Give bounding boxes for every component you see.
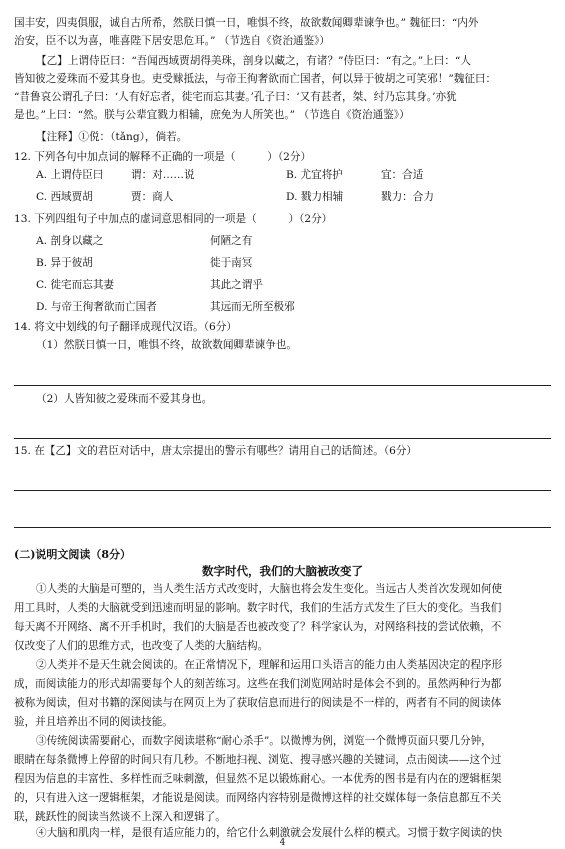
q12-option-c-gloss: 贾：商人 xyxy=(131,191,174,203)
q13-option-b: B. 异于彼胡 xyxy=(36,257,93,269)
q13-stem: 13. 下列四组句子中加点的虚词意思相同的一项是（ ）（2分） xyxy=(14,213,333,225)
q13-row-a xyxy=(36,234,253,248)
para1-line2: 用工具时，人类的大脑就受到迅速而明显的影响。数字时代，我们的生活方式发生了巨大的变化。当我们 xyxy=(14,602,502,614)
q13-row-b xyxy=(36,256,253,270)
article-title: 数字时代，我们的大脑被改变了 xyxy=(202,564,363,578)
para3-line1: ③传统阅读需要耐心，而数字阅读堪称“耐心杀手”。以微博为例，浏览一个微博页面只要几分钟， xyxy=(36,735,492,747)
q13-row-c xyxy=(36,278,263,292)
q12-stem: 12. 下列各句中加点词的解释不正确的一项是（ ）（2分） xyxy=(14,151,312,163)
q12-option-c: C. 西域贾胡 xyxy=(36,191,93,203)
q14-sentence-1: （1）然朕日慎一日，唯惧不终，故欲数闻卿辈谏争也。 xyxy=(36,339,297,351)
q12-option-a: A. 上谓侍臣曰 xyxy=(36,169,104,181)
answer-line-q15-2[interactable] xyxy=(14,527,551,528)
q13-option-c-pair: 其此之谓乎 xyxy=(210,279,263,291)
q12-option-b-gloss: 宜：合适 xyxy=(381,169,424,181)
q15-stem: 15. 在【乙】文的君臣对话中，唐太宗提出的警示有哪些？请用自己的话简述。（6分） xyxy=(14,445,418,457)
q12-option-a-gloss: 谓：对……说 xyxy=(131,169,195,181)
q13-option-d-pair: 其远而无所至极邪 xyxy=(210,301,295,313)
para3-line4: 的，只有进入这一逻辑框架，才能说是阅读。而网络内容特别是微博这样的社交媒体每一条信息都互不关 xyxy=(14,792,502,804)
q12-option-d: D. 戮力相辅 xyxy=(286,191,344,203)
answer-line-q14-2[interactable] xyxy=(14,438,551,439)
para4-line1: ④大脑和肌肉一样，是很有适应能力的，给它什么刺激就会发展什么样的模式。习惯于数字阅读的快 xyxy=(36,827,503,839)
para1-line3: 每天离不开网络、离不开手机时，我们的大脑是否也被改变了？科学家认为，对网络科技的尝试依赖，不 xyxy=(14,621,502,633)
q13-option-d: D. 与帝王徇奢欲而亡国者 xyxy=(36,301,157,313)
q13-option-c: C. 徙宅而忘其妻 xyxy=(36,279,115,291)
section-heading: (二)说明文阅读（8分） xyxy=(14,548,132,561)
q13-row-d xyxy=(36,300,295,314)
para2-line2: 成，而阅读能力的形式却需要每个人的刻苦练习。这些在我们浏览网站时是体会不到的。虽然两种行为都 xyxy=(14,678,502,690)
para2-line4: 验，并且培养出不同的阅读技能。 xyxy=(14,716,173,728)
passage-line-3: 【乙】上谓侍臣曰：“吾闻西域贾胡得美珠，剖身以藏之，有诸？”侍臣曰：“有之。”上曰：“人 xyxy=(36,55,471,67)
para3-line5: 联，跳跃性的阅读当然谈不上深入和逻辑了。 xyxy=(14,811,226,823)
q13-option-b-pair: 徙于南冥 xyxy=(210,257,253,269)
q13-option-a-pair: 何陋之有 xyxy=(210,235,253,247)
q13-option-a: A. 剖身以藏之 xyxy=(36,235,104,247)
passage-line-6: 是也。”上曰：“然。朕与公辈宜戮力相辅，庶免为人所笑也。” （节选自《资治通鉴》） xyxy=(14,109,410,121)
q12-row-cd xyxy=(36,190,434,204)
passage-line-5: “昔鲁哀公谓孔子曰：‘人有好忘者，徙宅而忘其妻。’孔子曰：‘又有甚者，桀、纣乃忘其身。’亦犹 xyxy=(14,91,457,103)
passage-line-1: 国丰安，四夷俱服，诚自古所希，然朕日慎一日，唯惧不终，故欲数闻卿辈谏争也。” 魏征曰：“内外 xyxy=(14,17,479,29)
q12-option-d-gloss: 戮力：合力 xyxy=(381,191,434,203)
q14-sentence-2: （2）人皆知彼之爱珠而不爱其身也。 xyxy=(36,393,213,405)
passage-line-4: 皆知彼之爱珠而不爱其身也。吏受赇抵法，与帝王徇奢欲而亡国者，何以异于彼胡之可笑邪！”魏征曰： xyxy=(14,73,497,85)
para2-line3: 被称为阅读，但对书籍的深阅读与在网页上为了获取信息而进行的阅读是不一样的，两者有不同的阅读体 xyxy=(14,697,502,709)
q12-option-b: B. 尤宜将护 xyxy=(286,169,343,181)
q14-stem: 14. 将文中划线的句子翻译成现代汉语。（6分） xyxy=(14,321,237,333)
para1-line1: ①人类的大脑是可塑的，当人类生活方式改变时，大脑也将会发生变化。当远古人类首次发现如何使 xyxy=(36,583,503,595)
para3-line3: 程因为信息的丰富性、多样性而乏味刺激，但显然不足以锻炼耐心。一本优秀的图书是有内在的逻辑框架 xyxy=(14,773,502,785)
page-number: 4 xyxy=(279,838,286,848)
answer-line-q15-1[interactable] xyxy=(14,490,551,491)
answer-line-q14-1[interactable] xyxy=(14,385,551,386)
para3-line2: 眼睛在每条微博上停留的时间只有几秒。不断地扫视、浏览、搜寻感兴趣的关键词，点击阅读——这个过 xyxy=(14,754,502,766)
q12-row-ab xyxy=(36,168,424,182)
passage-line-2: 治安，臣不以为喜，唯喜陛下居安思危耳。” （节选自《资治通鉴》） xyxy=(14,35,330,47)
para1-line4: 仅改变了人们的思维方式，也改变了人类的大脑结构。 xyxy=(14,640,269,652)
annotation-note: 【注释】①侻：（tǎng），倘若。 xyxy=(36,131,188,143)
para2-line1: ②人类并不是天生就会阅读的。在正常情况下，理解和运用口头语言的能力由人类基因决定的程序形 xyxy=(36,659,503,671)
